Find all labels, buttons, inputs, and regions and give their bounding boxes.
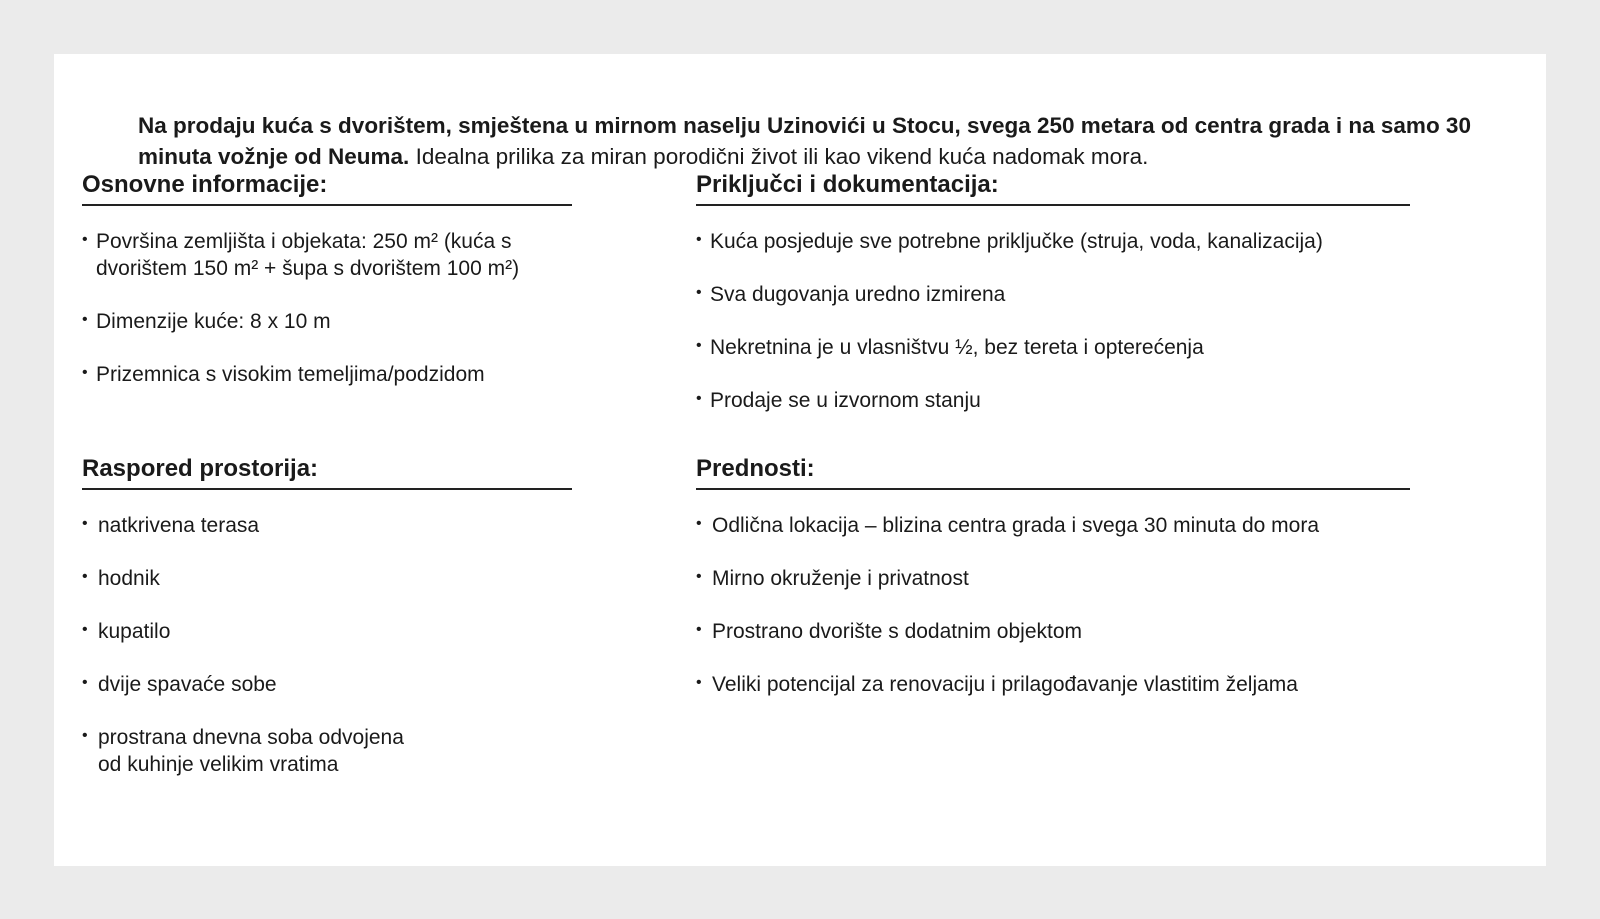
list-item: • Prodaje se u izvornom stanju (696, 387, 1410, 414)
section-heading: Priključci i dokumentacija: (696, 170, 1410, 206)
bullet-list (82, 228, 572, 388)
list-item: • natkrivena terasa (82, 512, 572, 539)
list-item: • Mirno okruženje i privatnost (696, 565, 1410, 592)
list-item: • Veliki potencijal za renovaciju i prilagođavanje vlastitim željama (696, 671, 1410, 698)
list-item: • Površina zemljišta i objekata: 250 m² (kuća s dvorištem 150 m² + šupa s dvorištem 100 m²) (82, 228, 572, 282)
section-heading: Raspored prostorija: (82, 454, 572, 490)
intro-lead: Na prodaju kuća s dvorištem, smještena u mirnom naselju Uzinovići u Stocu, svega 250 metara od centra grada i na samo 30 minuta vožnje od Neuma. (138, 113, 1471, 169)
list-item: • hodnik (82, 565, 572, 592)
list-item: • prostrana dnevna soba odvojena od kuhinje velikim vratima (82, 724, 572, 778)
section-prikljucci (696, 170, 1410, 440)
section-prednosti (696, 454, 1410, 724)
section-osnovne-informacije (82, 170, 572, 414)
list-item: • kupatilo (82, 618, 572, 645)
bullet-list (82, 512, 572, 778)
list-item: • Dimenzije kuće: 8 x 10 m (82, 308, 572, 335)
section-heading: Osnovne informacije: (82, 170, 572, 206)
list-item: • dvije spavaće sobe (82, 671, 572, 698)
list-item: • Sva dugovanja uredno izmirena (696, 281, 1410, 308)
bullet-list (696, 512, 1410, 698)
list-item: • Prostrano dvorište s dodatnim objektom (696, 618, 1410, 645)
section-raspored-prostorija (82, 454, 572, 804)
section-heading: Prednosti: (696, 454, 1410, 490)
intro-paragraph (138, 110, 1478, 172)
bullet-list (696, 228, 1410, 414)
list-item: • Nekretnina je u vlasništvu ½, bez tereta i opterećenja (696, 334, 1410, 361)
list-item: • Kuća posjeduje sve potrebne priključke (struja, voda, kanalizacija) (696, 228, 1410, 255)
list-item: • Prizemnica s visokim temeljima/podzidom (82, 361, 572, 388)
list-item: • Odlična lokacija – blizina centra grada i svega 30 minuta do mora (696, 512, 1410, 539)
intro-text: Idealna prilika za miran porodični život ili kao vikend kuća nadomak mora. (415, 144, 1149, 169)
